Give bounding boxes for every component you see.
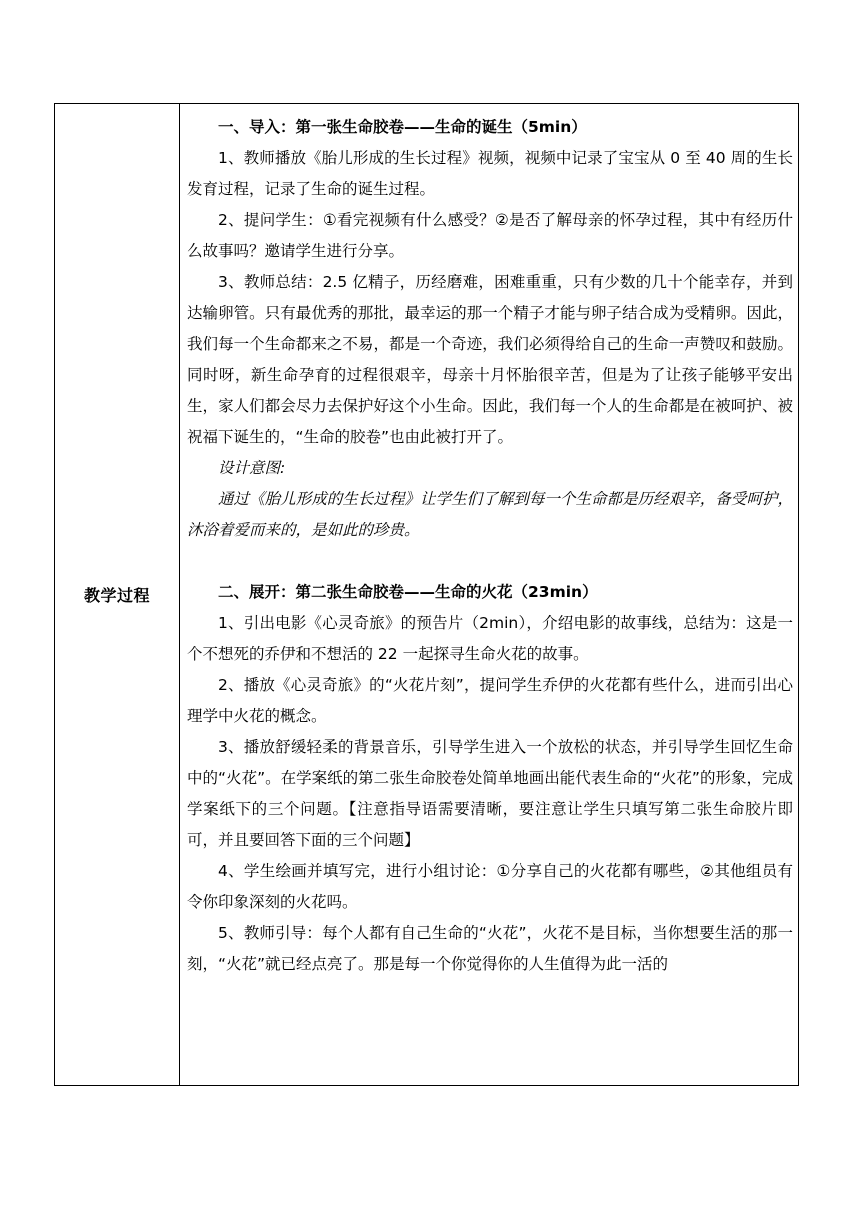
row-label-cell [55,104,179,1085]
section1-paragraph: 1、教师播放《胎儿形成的生长过程》视频，视频中记录了宝宝从 0 至 40 周的生长发育过程，记录了生命的诞生过程。 [187,149,793,198]
design-intent-label: 设计意图: [218,459,286,477]
section2-paragraph: 3、播放舒缓轻柔的背景音乐，引导学生进入一个放松的状态，并引导学生回忆生命中的“火花”。在学案纸的第二张生命胶卷处简单地画出能代表生命的“火花”的形象，完成学案纸下的三个问题。【注意指导语需要清晰，要注意让学生只填写第二张生命胶片即可，并且要回答下面的三个问题】 [187,738,793,849]
section2-heading: 二、展开：第二张生命胶卷——生命的火花（23min） [218,583,598,601]
lesson-table [54,103,799,1086]
section1-heading: 一、导入：第一张生命胶卷——生命的诞生（5min） [218,118,587,136]
row-label: 教学过程 [83,586,150,605]
content-cell [187,112,793,980]
section2-paragraph: 4、学生绘画并填写完，进行小组讨论：①分享自己的火花都有哪些，②其他组员有令你印象深刻的火花吗。 [187,862,793,911]
section1-paragraph: 2、提问学生：①看完视频有什么感受？②是否了解母亲的怀孕过程，其中有经历什么故事吗？邀请学生进行分享。 [187,211,793,260]
column-divider [179,104,180,1085]
section1-paragraph: 3、教师总结：2.5 亿精子，历经磨难，困难重重，只有少数的几十个能幸存，并到达输卵管。只有最优秀的那批，最幸运的那一个精子才能与卵子结合成为受精卵。因此，我们每一个生命都来之不易，都是一个奇迹，我们必须得给自己的生命一声赞叹和鼓励。同时呀，新生命孕育的过程很艰辛，母亲十月怀胎很辛苦，但是为了让孩子能够平安出生，家人们都会尽力去保护好这个小生命。因此，我们每一个人的生命都是在被呵护、被祝福下诞生的，“生命的胶卷”也由此被打开了。 [187,273,793,446]
spacer [187,546,793,577]
section2-paragraph: 1、引出电影《心灵奇旅》的预告片（2min），介绍电影的故事线，总结为：这是一个不想死的乔伊和不想活的 22 一起探寻生命火花的故事。 [187,614,793,663]
section2-paragraph: 5、教师引导：每个人都有自己生命的“火花”，火花不是目标，当你想要生活的那一刻，“火花”就已经点亮了。那是每一个你觉得你的人生值得为此一活的 [187,924,793,973]
section2-paragraph: 2、播放《心灵奇旅》的“火花片刻”，提问学生乔伊的火花都有些什么，进而引出心理学中火花的概念。 [187,676,793,725]
design-intent-text: 通过《胎儿形成的生长过程》让学生们了解到每一个生命都是历经艰辛，备受呵护，沐浴着爱而来的，是如此的珍贵。 [187,490,793,539]
